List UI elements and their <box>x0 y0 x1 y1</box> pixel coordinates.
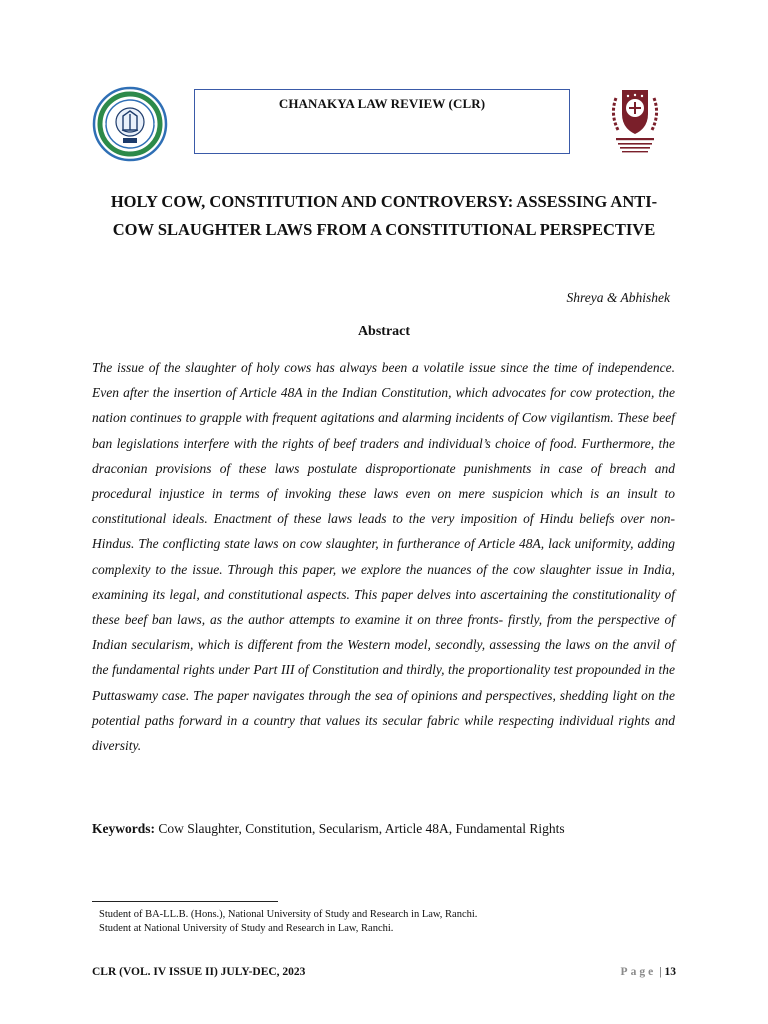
footer-page-number: 13 <box>664 966 676 978</box>
journal-header-box <box>194 89 570 154</box>
footer-page-label <box>621 966 676 978</box>
footnote-2: Student at National University of Study and Research in Law, Ranchi. <box>99 923 394 934</box>
paper-authors: Shreya & Abhishek <box>566 290 670 305</box>
chanakya-university-seal-icon <box>92 86 168 162</box>
research-centre-crest-icon <box>608 84 662 158</box>
keywords-line <box>92 821 675 837</box>
footer-separator: | <box>659 966 662 978</box>
footnote-1: Student of BA-LL.B. (Hons.), National University of Study and Research in Law, Ranchi. <box>99 909 478 920</box>
abstract-body: The issue of the slaughter of holy cows has always been a volatile issue since the time of independence. Even after the insertion of Article 48A in the Indian Constitution, which advocates for cow protection, the nation continues to grapple with frequent agitations and alarming incidents of Cow vigilantism. These beef ban legislations interfere with the rights of beef traders and individual’s choice of food. Furthermore, the draconian provisions of these laws postulate disproportionate punishments in case of breach and procedural injustice in terms of invoking these laws even on mere suspicion which is an insult to constitutional ideals. Enactment of these laws leads to the very imposition of Hindu beliefs over non-Hindus. The conflicting state laws on cow slaughter, in furtherance of Article 48A, lack uniformity, adding complexity to the issue. Through this paper, we explore the nuances of the cow slaughter issue in India, examining its legal, and constitutional aspects. This paper delves into ascertaining the constitutionality of these beef ban laws, as the author attempts to examine it on three fronts- firstly, from the perspective of Indian secularism, which is different from the Western model, secondly, assessing the laws on the anvil of the fundamental rights under Part III of Constitution and thirdly, the proportionality test propounded in the Puttaswamy case. The paper navigates through the sea of opinions and perspectives, shedding light on the potential paths forward in a country that values its secular fabric while respecting individual rights and diversity. <box>92 360 675 754</box>
journal-title: CHANAKYA LAW REVIEW (CLR) <box>278 96 486 111</box>
keywords-list: Cow Slaughter, Constitution, Secularism, Article 48A, Fundamental Rights <box>158 821 565 836</box>
keywords-label: Keywords: <box>92 821 155 836</box>
abstract-heading: Abstract <box>357 324 411 339</box>
footnote-separator <box>92 901 278 902</box>
footer-page-word: Page <box>620 966 657 978</box>
paper-title: HOLY COW, CONSTITUTION AND CONTROVERSY: ASSESSING ANTI-COW SLAUGHTER LAWS FROM A CONSTITUTIONAL PERSPECTIVE <box>110 192 658 239</box>
footer-citation: CLR (VOL. IV ISSUE II) JULY-DEC, 2023 <box>92 966 306 978</box>
